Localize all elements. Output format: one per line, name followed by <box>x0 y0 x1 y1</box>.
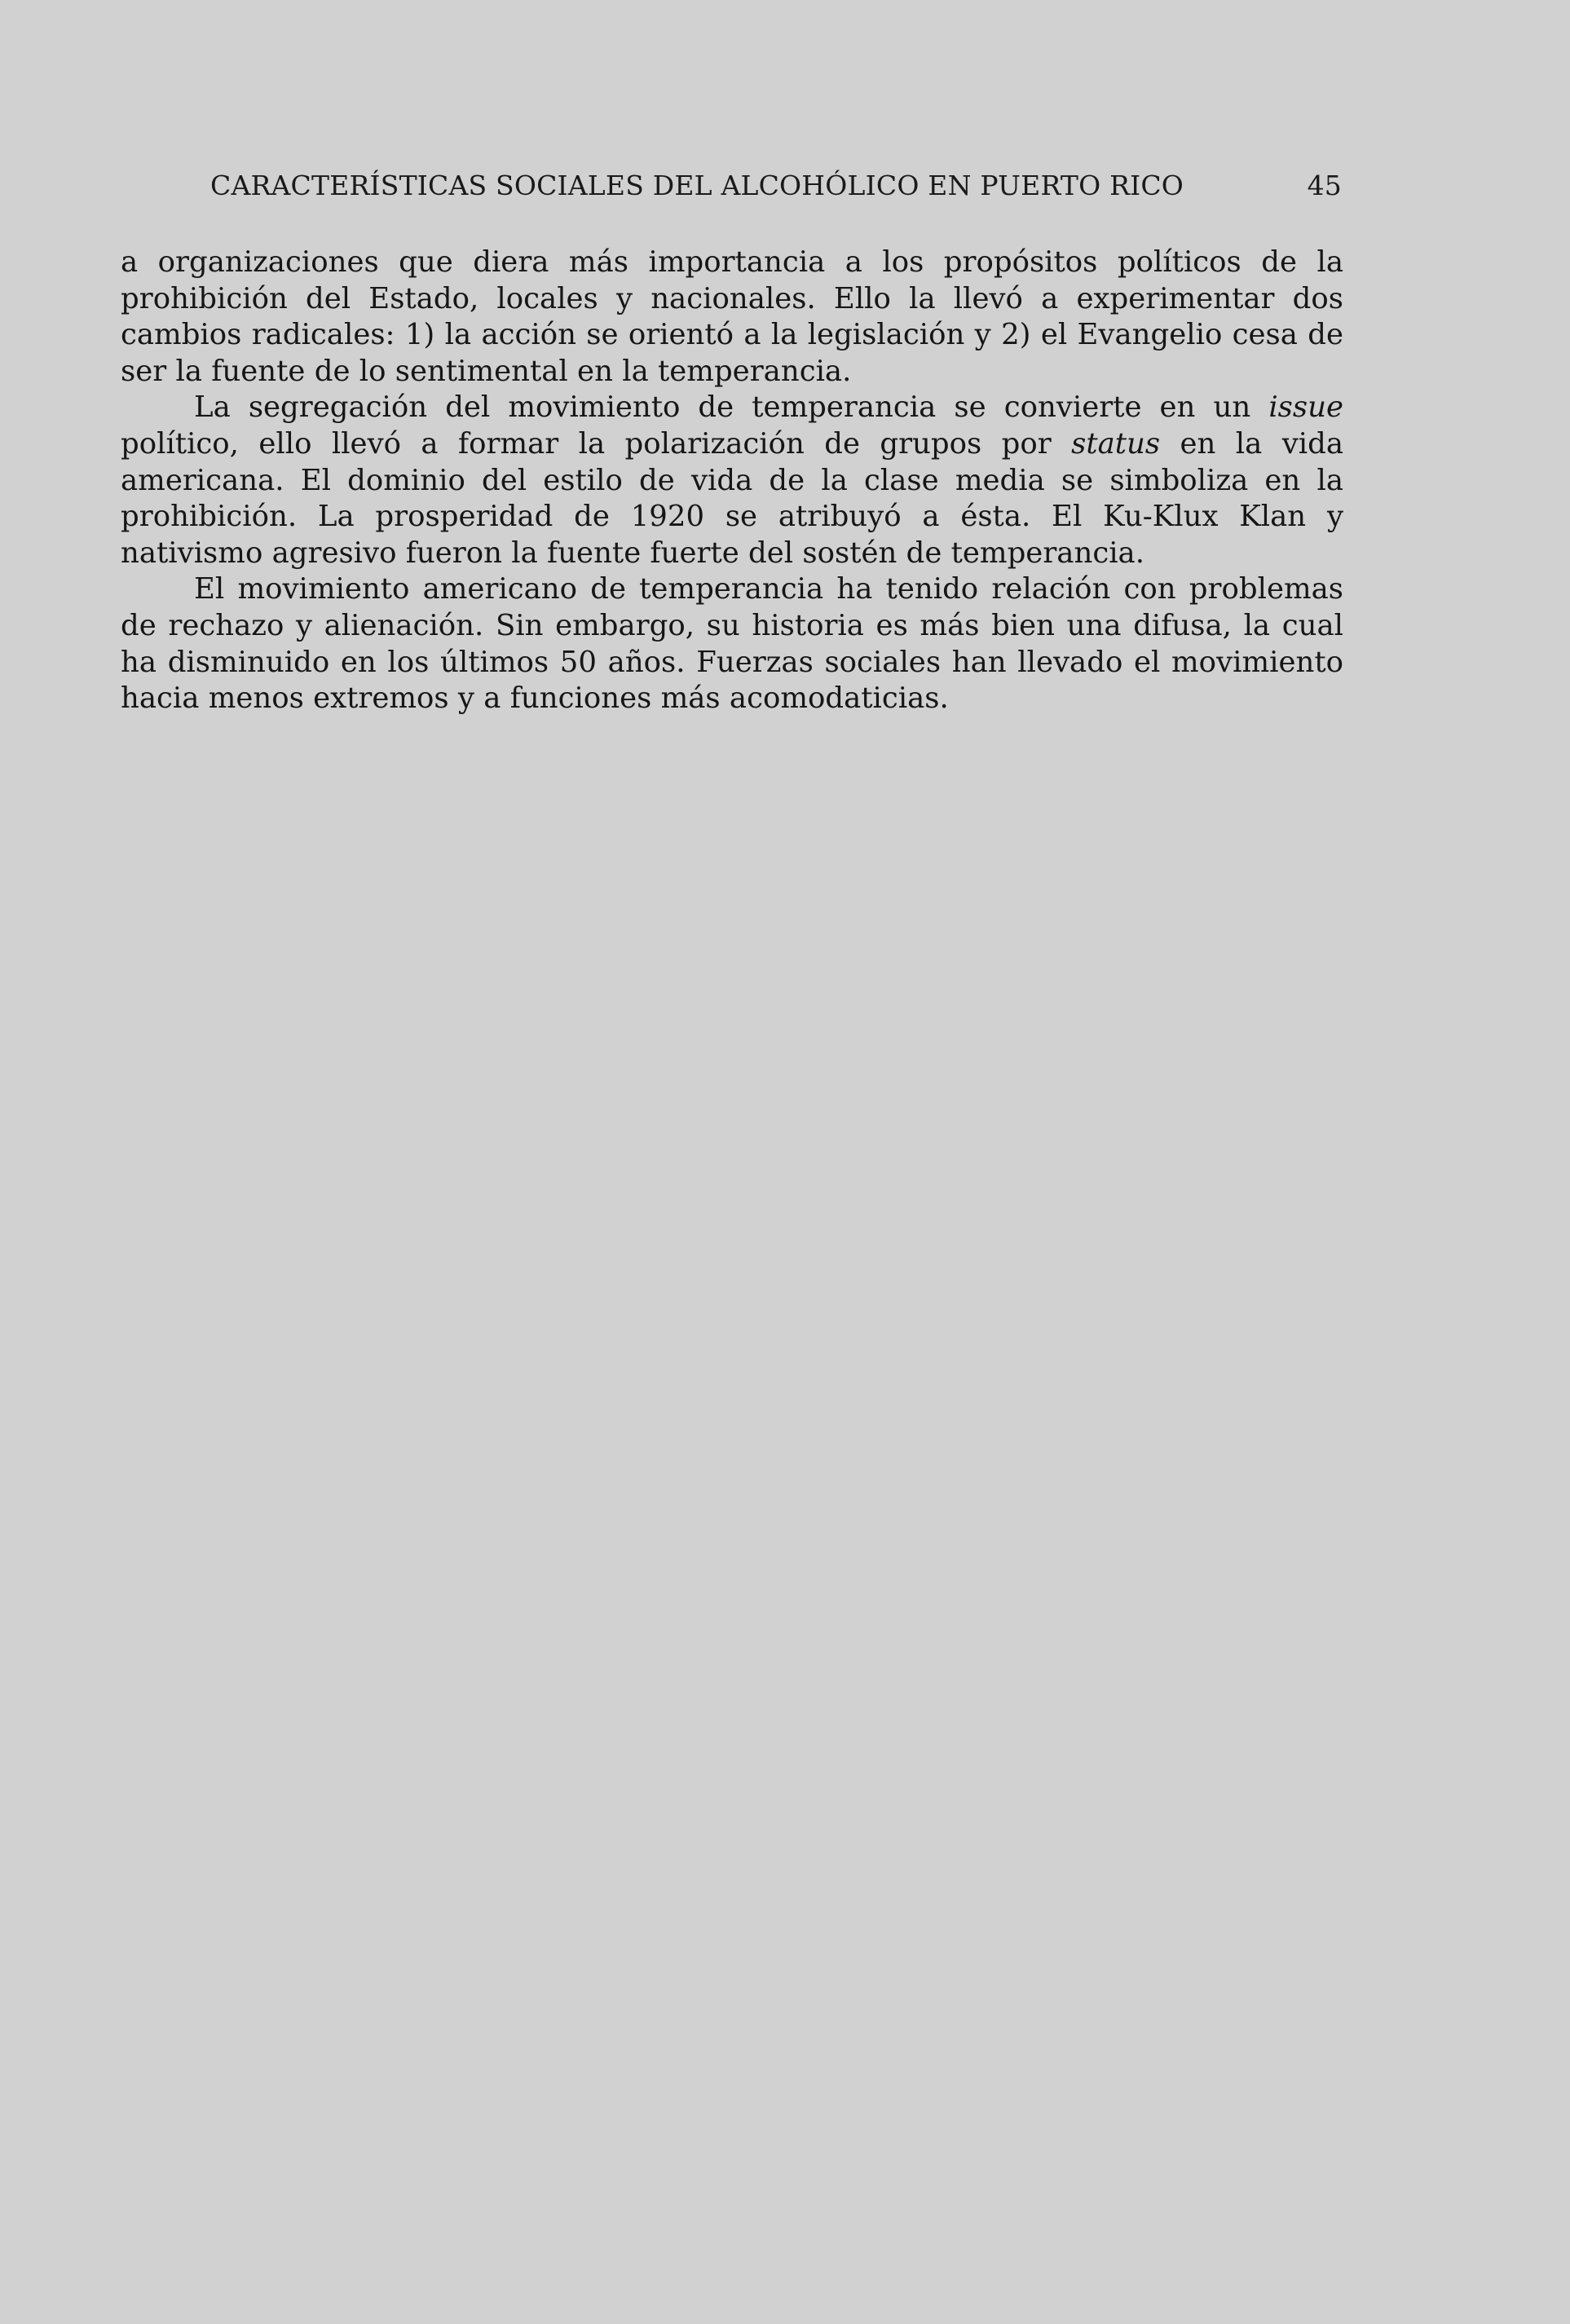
paragraph-segregation <box>121 390 1343 571</box>
paragraph-text: en la vida americana. El dominio del estilo de vida de la clase media se simboliza en la prohibición. La prosperidad de 1920 se atribuyó a ésta. El Ku-Klux Klan y nativismo agresivo fueron la fuente fuerte del sostén de temperancia. <box>121 426 1343 570</box>
paragraph-continuation: a organizaciones que diera más importancia a los propósitos políticos de la prohibición del Estado, locales y nacionales. Ello la llevó a experimentar dos cambios radicales: 1) la acción se orientó a la legislación y 2) el Evangelio cesa de ser la fuente de lo sentimental en la temperancia. <box>121 245 1343 388</box>
page-number: 45 <box>1307 170 1342 201</box>
paragraph-american-movement: El movimiento americano de temperancia ha tenido relación con problemas de rechazo y alienación. Sin embargo, su historia es más bien una difusa, la cual ha disminuido en los últimos 50 años. Fuerzas sociales han llevado el movimiento hacia menos extremos y a funciones más acomodaticias. <box>121 572 1343 716</box>
italic-term-issue: issue <box>1268 390 1343 425</box>
paragraph-text: La segregación del movimiento de temperancia se convierte en un <box>194 390 1269 425</box>
running-title: CARACTERÍSTICAS SOCIALES DEL ALCOHÓLICO EN PUERTO RICO <box>210 170 1184 201</box>
italic-term-status: status <box>1071 426 1161 461</box>
running-header <box>210 170 1352 218</box>
paragraph-text: político, ello llevó a formar la polarización de grupos por <box>121 426 1072 461</box>
body-text <box>121 245 1343 717</box>
